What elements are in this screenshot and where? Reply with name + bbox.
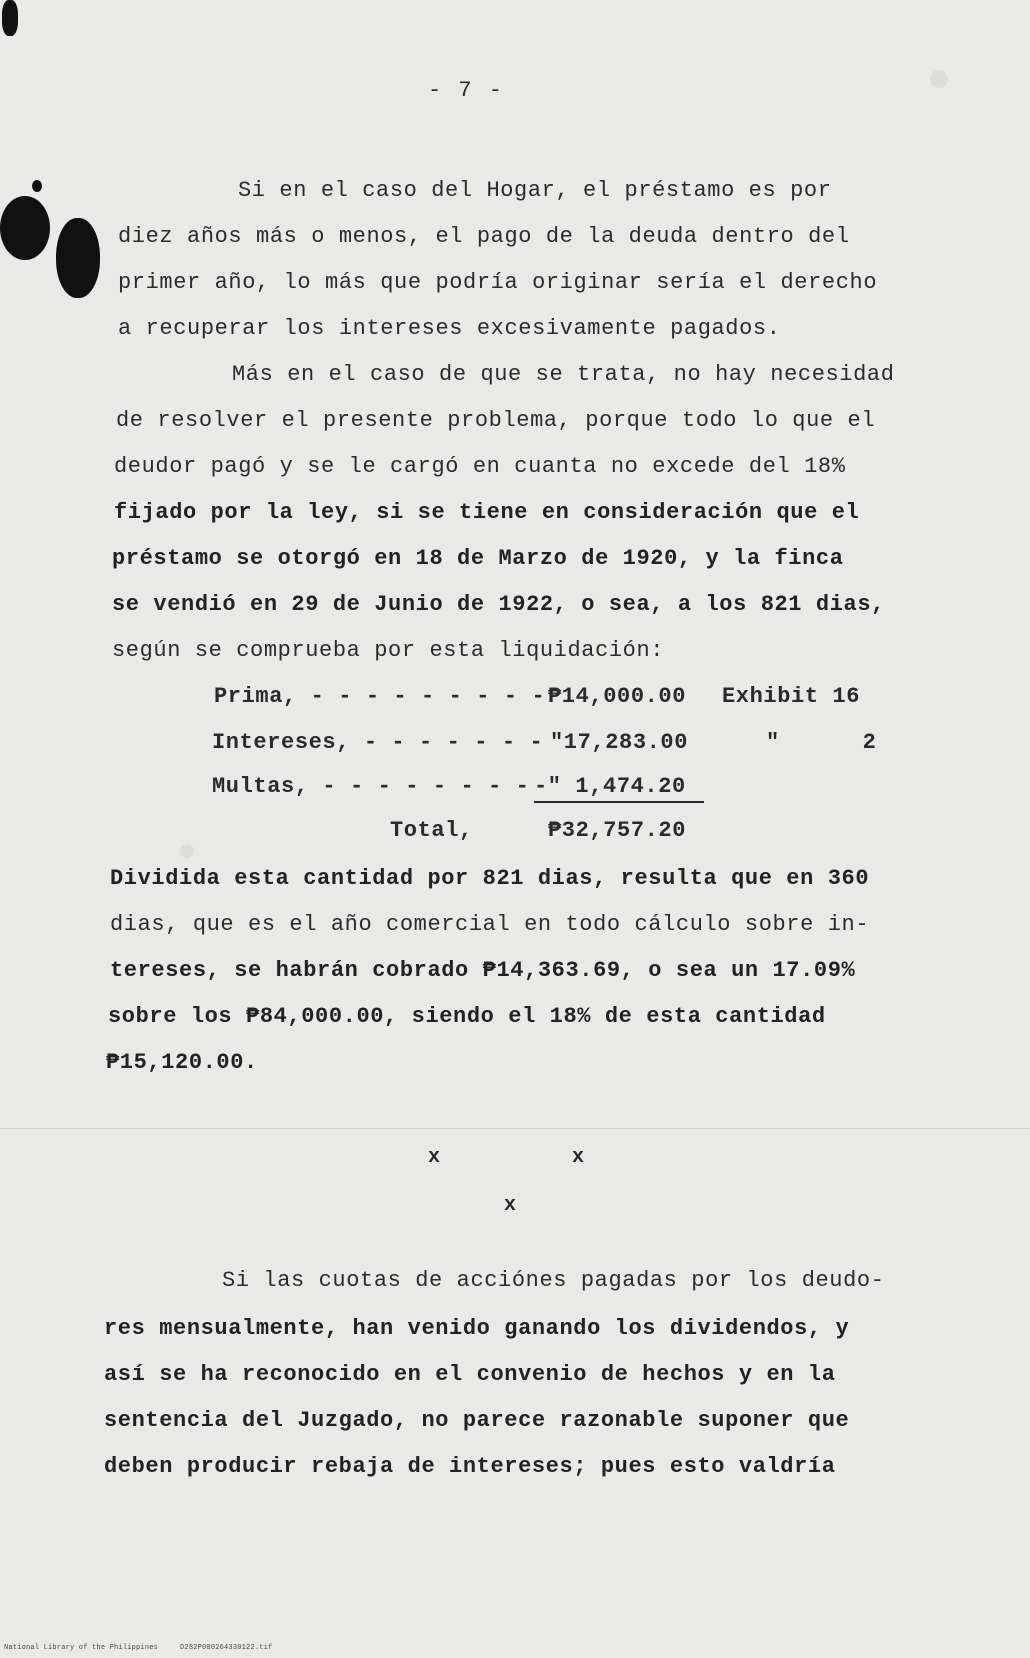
ink-blot-top-left — [2, 0, 18, 36]
scan-footer-caption: National Library of the Philippines D282P000264330122.tif — [4, 1644, 273, 1652]
liquidation-amount-prima: ₱14,000.00 — [548, 684, 687, 709]
page-number: - 7 - — [428, 78, 505, 103]
paper-smudge — [930, 70, 948, 88]
liquidation-ref-prima: Exhibit 16 — [722, 684, 861, 709]
paragraph-1-line: diez años más o menos, el pago de la deuda dentro del — [118, 224, 850, 249]
paragraph-4-line: así se ha reconocido en el convenio de hechos y en la — [104, 1362, 836, 1387]
paragraph-1-line: a recuperar los intereses excesivamente pagados. — [118, 316, 781, 341]
paragraph-2-line: fijado por la ley, si se tiene en consideración que el — [114, 500, 860, 525]
paragraph-3-line: sobre los ₱84,000.00, siendo el 18% de esta cantidad — [108, 1004, 826, 1029]
paragraph-1-line: Si en el caso del Hogar, el préstamo es por — [238, 178, 832, 203]
liquidation-label-intereses: Intereses, - - - - - - - — [212, 730, 544, 755]
paragraph-4-line: Si las cuotas de acciónes pagadas por los deudo- — [222, 1268, 885, 1293]
liquidation-total-label: Total, — [390, 818, 473, 843]
paragraph-3-line: ₱15,120.00. — [106, 1050, 258, 1075]
ink-blot-left-large — [0, 196, 50, 260]
paragraph-2-line: según se comprueba por esta liquidación: — [112, 638, 665, 663]
paragraph-1-line: primer año, lo más que podría originar sería el derecho — [118, 270, 878, 295]
liquidation-amount-multas: -" 1,474.20 — [534, 774, 704, 803]
paragraph-4-line: sentencia del Juzgado, no parece razonable suponer que — [104, 1408, 850, 1433]
paragraph-2-line: Más en el caso de que se trata, no hay necesidad — [232, 362, 895, 387]
paragraph-2-line: préstamo se otorgó en 18 de Marzo de 1920, y la finca — [112, 546, 844, 571]
liquidation-label-prima: Prima, - - - - - - - - - — [214, 684, 546, 709]
paragraph-2-line: deudor pagó y se le cargó en cuanta no excede del 18% — [114, 454, 846, 479]
paragraph-3-line: Dividida esta cantidad por 821 dias, resulta que en 360 — [110, 866, 870, 891]
scan-divider — [0, 1128, 1030, 1129]
paragraph-2-line: se vendió en 29 de Junio de 1922, o sea, a los 821 dias, — [112, 592, 885, 617]
paragraph-3-line: tereses, se habrán cobrado ₱14,363.69, o sea un 17.09% — [110, 958, 856, 983]
liquidation-label-multas: Multas, - - - - - - - - — [212, 774, 530, 799]
paragraph-2-line: de resolver el presente problema, porque todo lo que el — [116, 408, 876, 433]
paragraph-4-line: res mensualmente, han venido ganando los dividendos, y — [104, 1316, 850, 1341]
separator-mark: x — [572, 1146, 585, 1169]
ink-blot-left-medium — [56, 218, 100, 298]
liquidation-ref-intereses: " 2 — [766, 730, 877, 755]
ink-blot-left-small — [32, 180, 42, 192]
paper-smudge — [180, 844, 194, 858]
separator-mark: x — [504, 1194, 517, 1217]
liquidation-amount-intereses: "17,283.00 — [550, 730, 689, 755]
liquidation-total-amount: ₱32,757.20 — [548, 818, 687, 843]
separator-mark: x — [428, 1146, 441, 1169]
paragraph-3-line: dias, que es el año comercial en todo cálculo sobre in- — [110, 912, 870, 937]
paragraph-4-line: deben producir rebaja de intereses; pues esto valdría — [104, 1454, 836, 1479]
